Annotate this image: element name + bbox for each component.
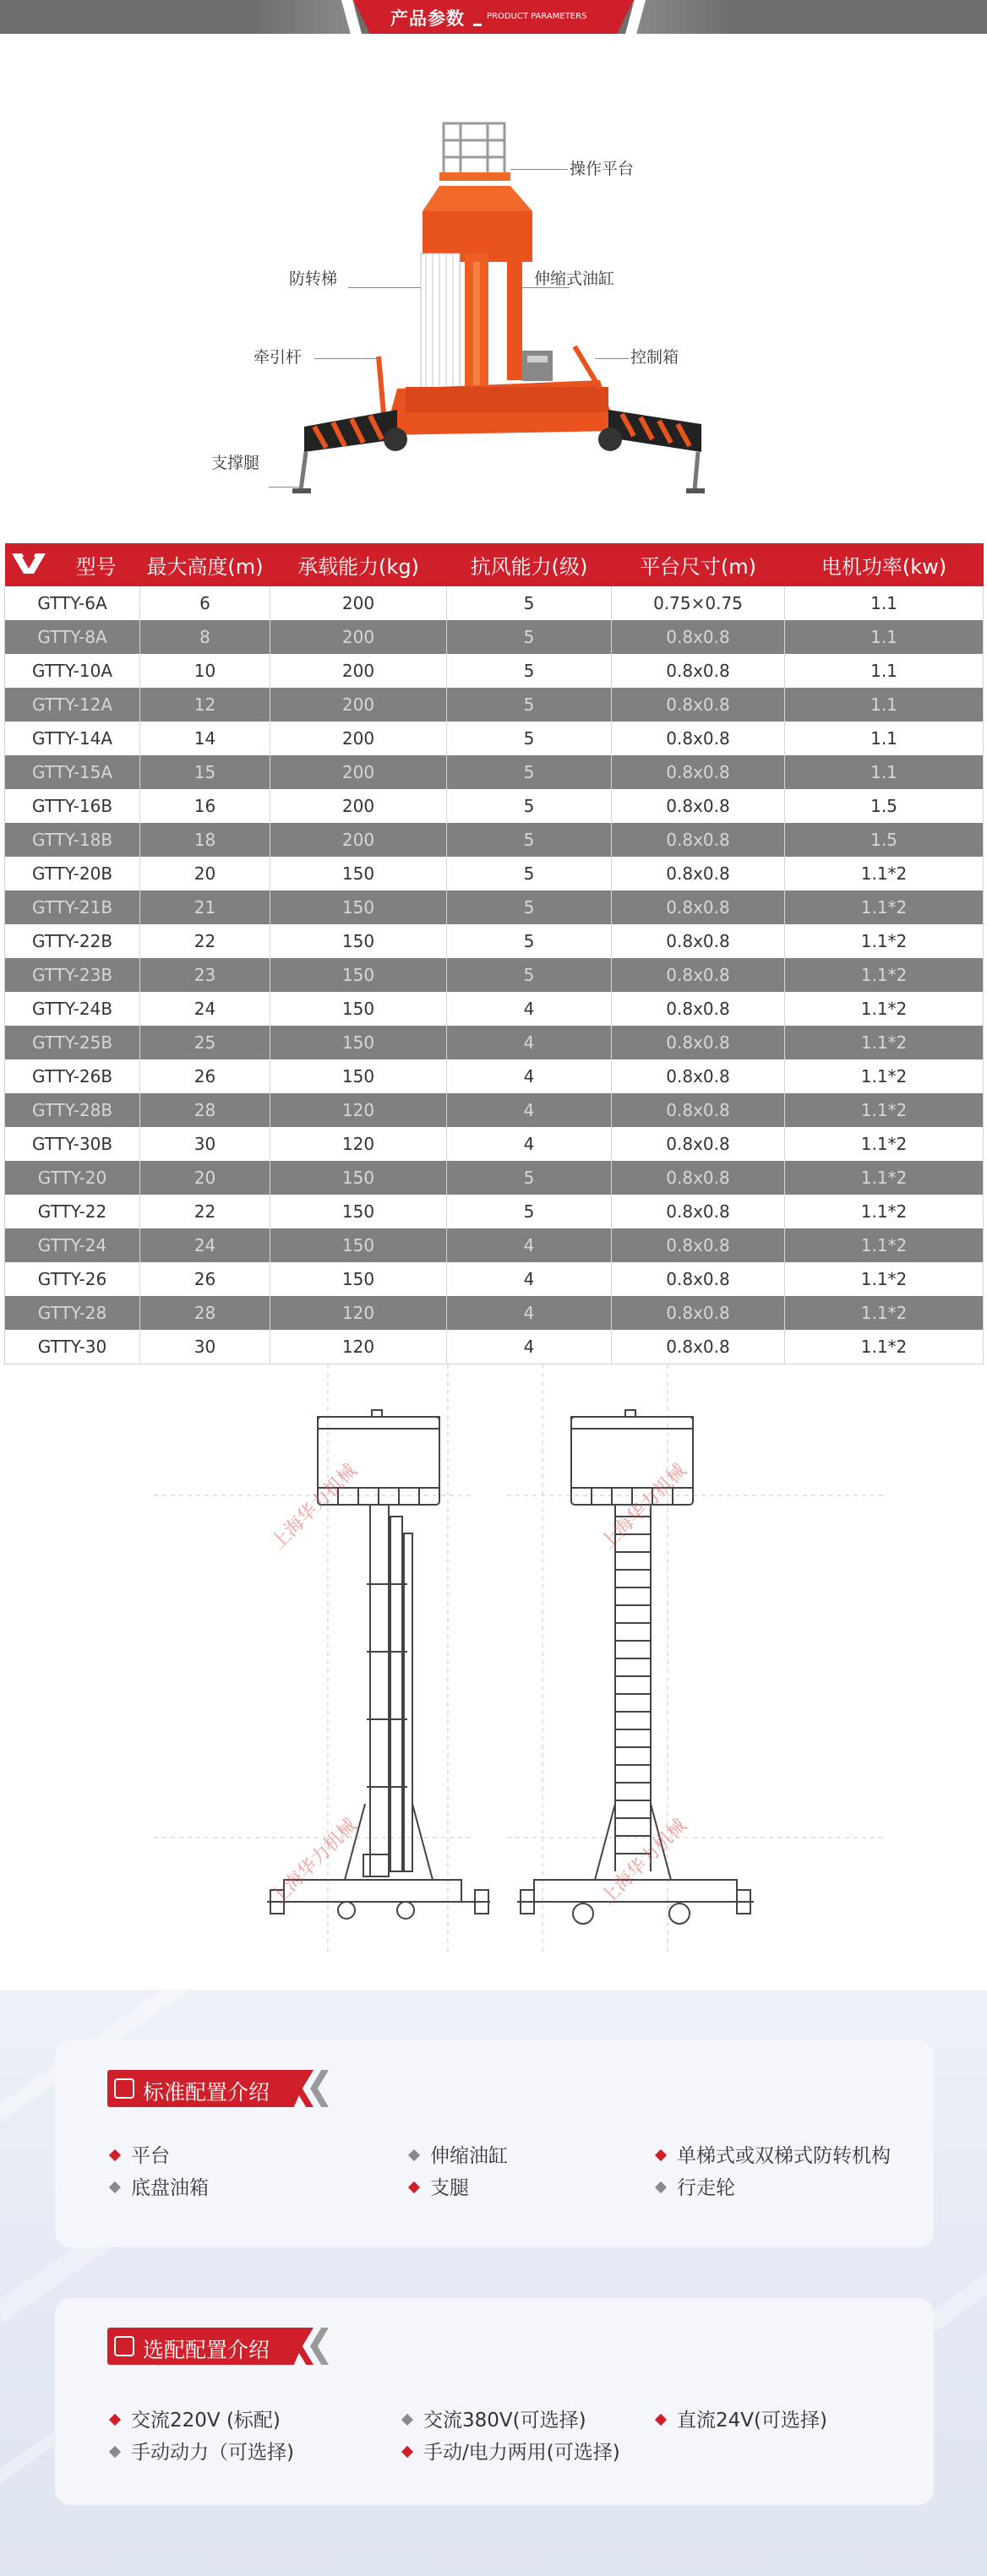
table-row <box>5 789 984 823</box>
cell-motor-power: 1.5 <box>785 823 984 857</box>
cell-wind-resistance: 4 <box>447 1296 612 1330</box>
cell-motor-power: 1.1*2 <box>785 1228 984 1262</box>
col-header-model: 型号 <box>52 543 140 586</box>
cell-platform-size: 0.8x0.8 <box>612 1296 785 1330</box>
cell-model: GTTY-22B <box>5 924 140 958</box>
cell-load-capacity: 150 <box>270 924 447 958</box>
cell-platform-size: 0.8x0.8 <box>612 620 785 654</box>
cell-max-height: 22 <box>140 924 270 958</box>
table-row <box>5 924 984 958</box>
cell-load-capacity: 200 <box>270 789 447 823</box>
table-row <box>5 586 984 620</box>
cell-motor-power: 1.1*2 <box>785 1026 984 1059</box>
table-row <box>5 1026 984 1059</box>
cell-wind-resistance: 5 <box>447 857 612 890</box>
cell-load-capacity: 150 <box>270 1228 447 1262</box>
table-row <box>5 620 984 654</box>
table-row <box>5 890 984 924</box>
col-header-wind-resistance: 抗风能力(级) <box>447 543 612 586</box>
feature-item: 行走轮 <box>657 2172 735 2200</box>
cell-motor-power: 1.1*2 <box>785 1195 984 1228</box>
cell-model: GTTY-6A <box>5 586 140 620</box>
cell-model: GTTY-23B <box>5 958 140 992</box>
table-row <box>5 1296 984 1330</box>
cell-wind-resistance: 4 <box>447 1330 612 1364</box>
watermark-3: 上海华力机械 <box>267 1815 362 1909</box>
cell-wind-resistance: 5 <box>447 1161 612 1195</box>
cell-wind-resistance: 5 <box>447 722 612 755</box>
cell-max-height: 30 <box>140 1330 270 1364</box>
table-row <box>5 1262 984 1296</box>
page-title: 产品参数 <box>390 8 465 29</box>
cell-platform-size: 0.8x0.8 <box>612 1093 785 1127</box>
optional-config-card <box>55 2298 934 2505</box>
bullet-icon <box>401 2446 413 2458</box>
cell-motor-power: 1.1*2 <box>785 1059 984 1093</box>
cell-motor-power: 1.1*2 <box>785 1330 984 1364</box>
cell-max-height: 10 <box>140 654 270 688</box>
bullet-icon <box>408 2149 420 2161</box>
option-item: 交流380V(可选择) <box>403 2404 586 2432</box>
cell-load-capacity: 200 <box>270 722 447 755</box>
cell-platform-size: 0.8x0.8 <box>612 1195 785 1228</box>
cell-max-height: 28 <box>140 1296 270 1330</box>
cell-max-height: 25 <box>140 1026 270 1059</box>
aerial-platform-image <box>0 93 987 515</box>
standard-config-title: 标准配置介绍 <box>143 2080 270 2105</box>
cell-load-capacity: 200 <box>270 586 447 620</box>
cell-max-height: 24 <box>140 1228 270 1262</box>
cell-motor-power: 1.1 <box>785 620 984 654</box>
cell-load-capacity: 200 <box>270 688 447 722</box>
cell-model: GTTY-28B <box>5 1093 140 1127</box>
feature-item: 平台 <box>111 2140 170 2168</box>
cell-platform-size: 0.8x0.8 <box>612 722 785 755</box>
cell-wind-resistance: 4 <box>447 1127 612 1161</box>
cell-model: GTTY-21B <box>5 890 140 924</box>
cell-motor-power: 1.1 <box>785 688 984 722</box>
cell-motor-power: 1.1*2 <box>785 857 984 890</box>
cell-load-capacity: 120 <box>270 1330 447 1364</box>
table-row <box>5 654 984 688</box>
gear-doc-icon <box>114 2336 134 2356</box>
cell-load-capacity: 150 <box>270 1059 447 1093</box>
cell-model: GTTY-20 <box>5 1161 140 1195</box>
cell-model: GTTY-26B <box>5 1059 140 1093</box>
cell-model: GTTY-30B <box>5 1127 140 1161</box>
optional-config-title: 选配配置介绍 <box>143 2338 270 2362</box>
cell-max-height: 21 <box>140 890 270 924</box>
watermark-2: 上海华力机械 <box>597 1460 691 1555</box>
table-row <box>5 1093 984 1127</box>
cell-max-height: 24 <box>140 992 270 1026</box>
cell-platform-size: 0.8x0.8 <box>612 890 785 924</box>
cell-wind-resistance: 5 <box>447 1195 612 1228</box>
cell-platform-size: 0.8x0.8 <box>612 755 785 789</box>
chevron-grey-icon <box>310 2328 329 2365</box>
table-row <box>5 958 984 992</box>
cell-model: GTTY-15A <box>5 755 140 789</box>
callout-platform: 操作平台 <box>570 160 635 178</box>
cell-model: GTTY-18B <box>5 823 140 857</box>
cell-platform-size: 0.8x0.8 <box>612 1330 785 1364</box>
cell-load-capacity: 150 <box>270 1262 447 1296</box>
col-header-max-height: 最大高度(m) <box>140 543 270 586</box>
table-row <box>5 688 984 722</box>
cell-load-capacity: 150 <box>270 1026 447 1059</box>
cell-platform-size: 0.8x0.8 <box>612 1262 785 1296</box>
table-row <box>5 1161 984 1195</box>
cell-load-capacity: 120 <box>270 1093 447 1127</box>
cell-wind-resistance: 4 <box>447 992 612 1026</box>
cell-model: GTTY-22 <box>5 1195 140 1228</box>
cell-model: GTTY-25B <box>5 1026 140 1059</box>
table-row <box>5 992 984 1026</box>
cell-model: GTTY-12A <box>5 688 140 722</box>
brand-logo-cell <box>5 543 52 586</box>
table-row <box>5 823 984 857</box>
cell-load-capacity: 150 <box>270 992 447 1026</box>
cell-max-height: 23 <box>140 958 270 992</box>
cell-wind-resistance: 5 <box>447 890 612 924</box>
feature-item: 伸缩油缸 <box>410 2140 508 2168</box>
option-item: 手动动力（可选择) <box>111 2437 294 2464</box>
cell-motor-power: 1.1 <box>785 586 984 620</box>
leader-platform <box>510 169 568 170</box>
cell-motor-power: 1.1*2 <box>785 1127 984 1161</box>
cell-motor-power: 1.1 <box>785 722 984 755</box>
feature-item: 支腿 <box>410 2172 469 2200</box>
leader-anti-rotation <box>348 287 421 288</box>
cell-platform-size: 0.8x0.8 <box>612 1161 785 1195</box>
cell-wind-resistance: 5 <box>447 958 612 992</box>
machine-illustration <box>0 93 987 515</box>
table-row <box>5 1195 984 1228</box>
cell-load-capacity: 150 <box>270 1161 447 1195</box>
header-shade-left <box>254 0 355 34</box>
bullet-icon <box>109 2414 121 2426</box>
cell-max-height: 22 <box>140 1195 270 1228</box>
cell-platform-size: 0.8x0.8 <box>612 992 785 1026</box>
cell-max-height: 30 <box>140 1127 270 1161</box>
cell-wind-resistance: 4 <box>447 1228 612 1262</box>
callout-tow-bar: 牵引杆 <box>254 348 303 367</box>
bullet-icon <box>109 2149 121 2161</box>
leader-control-box <box>595 358 629 359</box>
callout-telescopic-cylinder: 伸缩式油缸 <box>534 270 615 288</box>
table-row <box>5 857 984 890</box>
cell-wind-resistance: 5 <box>447 688 612 722</box>
cell-wind-resistance: 5 <box>447 823 612 857</box>
bullet-icon <box>408 2181 420 2193</box>
cell-platform-size: 0.8x0.8 <box>612 1127 785 1161</box>
cell-model: GTTY-26 <box>5 1262 140 1296</box>
cell-load-capacity: 200 <box>270 755 447 789</box>
cell-load-capacity: 120 <box>270 1296 447 1330</box>
cell-max-height: 16 <box>140 789 270 823</box>
callout-outrigger: 支撑腿 <box>211 454 260 472</box>
spec-table <box>4 543 984 1364</box>
cell-motor-power: 1.1*2 <box>785 1296 984 1330</box>
table-row <box>5 1330 984 1364</box>
callout-control-box: 控制箱 <box>630 348 679 367</box>
cell-wind-resistance: 4 <box>447 1026 612 1059</box>
cell-platform-size: 0.8x0.8 <box>612 958 785 992</box>
cell-max-height: 12 <box>140 688 270 722</box>
bullet-icon <box>655 2414 667 2426</box>
cell-max-height: 26 <box>140 1059 270 1093</box>
cell-platform-size: 0.8x0.8 <box>612 924 785 958</box>
cell-platform-size: 0.8x0.8 <box>612 823 785 857</box>
cell-max-height: 28 <box>140 1093 270 1127</box>
cell-platform-size: 0.75×0.75 <box>612 586 785 620</box>
dimension-schematic <box>0 1364 987 1956</box>
col-header-platform-size: 平台尺寸(m) <box>612 543 785 586</box>
title-dash <box>473 24 482 26</box>
cell-platform-size: 0.8x0.8 <box>612 1059 785 1093</box>
bullet-icon <box>401 2414 413 2426</box>
table-row <box>5 1059 984 1093</box>
cell-max-height: 15 <box>140 755 270 789</box>
schematic-drawing <box>0 1364 987 1956</box>
standard-config-card <box>55 2040 934 2247</box>
cell-wind-resistance: 5 <box>447 620 612 654</box>
cell-motor-power: 1.1*2 <box>785 890 984 924</box>
cell-wind-resistance: 5 <box>447 789 612 823</box>
header-shade-right <box>632 0 733 34</box>
option-item: 交流220V (标配) <box>111 2404 281 2432</box>
table-body <box>5 586 984 1364</box>
cell-motor-power: 1.1*2 <box>785 1262 984 1296</box>
gear-doc-icon <box>114 2078 134 2099</box>
watermark-4: 上海华力机械 <box>597 1815 691 1909</box>
cell-load-capacity: 200 <box>270 620 447 654</box>
cell-platform-size: 0.8x0.8 <box>612 789 785 823</box>
cell-wind-resistance: 5 <box>447 924 612 958</box>
cell-load-capacity: 150 <box>270 857 447 890</box>
chevron-grey-icon <box>310 2070 329 2107</box>
bullet-icon <box>109 2181 121 2193</box>
cell-model: GTTY-20B <box>5 857 140 890</box>
cell-load-capacity: 120 <box>270 1127 447 1161</box>
cell-platform-size: 0.8x0.8 <box>612 654 785 688</box>
cell-load-capacity: 150 <box>270 890 447 924</box>
feature-item: 底盘油箱 <box>111 2172 209 2200</box>
cell-model: GTTY-28 <box>5 1296 140 1330</box>
cell-max-height: 20 <box>140 1161 270 1195</box>
cell-platform-size: 0.8x0.8 <box>612 1228 785 1262</box>
cell-max-height: 18 <box>140 823 270 857</box>
cell-wind-resistance: 4 <box>447 1059 612 1093</box>
table-row <box>5 1228 984 1262</box>
cell-model: GTTY-10A <box>5 654 140 688</box>
cell-platform-size: 0.8x0.8 <box>612 857 785 890</box>
option-item: 手动/电力两用(可选择) <box>403 2437 620 2464</box>
feature-item: 单梯式或双梯式防转机构 <box>657 2140 891 2168</box>
table-row <box>5 722 984 755</box>
cell-model: GTTY-14A <box>5 722 140 755</box>
cell-wind-resistance: 5 <box>447 586 612 620</box>
cell-wind-resistance: 4 <box>447 1262 612 1296</box>
cell-platform-size: 0.8x0.8 <box>612 688 785 722</box>
cell-load-capacity: 150 <box>270 1195 447 1228</box>
bullet-icon <box>655 2181 667 2193</box>
cell-load-capacity: 200 <box>270 823 447 857</box>
cell-model: GTTY-16B <box>5 789 140 823</box>
bullet-icon <box>655 2149 667 2161</box>
cell-motor-power: 1.1*2 <box>785 992 984 1026</box>
cell-platform-size: 0.8x0.8 <box>612 1026 785 1059</box>
cell-model: GTTY-30 <box>5 1330 140 1364</box>
page-subtitle: PRODUCT PARAMETERS <box>487 12 587 21</box>
cell-motor-power: 1.1*2 <box>785 924 984 958</box>
cell-max-height: 8 <box>140 620 270 654</box>
option-item: 直流24V(可选择) <box>657 2404 827 2432</box>
cell-load-capacity: 200 <box>270 654 447 688</box>
cell-load-capacity: 150 <box>270 958 447 992</box>
cell-max-height: 14 <box>140 722 270 755</box>
watermark-1: 上海华力机械 <box>267 1460 362 1555</box>
bullet-icon <box>109 2446 121 2458</box>
cell-motor-power: 1.1*2 <box>785 1161 984 1195</box>
cell-wind-resistance: 5 <box>447 755 612 789</box>
cell-motor-power: 1.1*2 <box>785 958 984 992</box>
col-header-load-capacity: 承载能力(kg) <box>270 543 447 586</box>
brand-logo-icon <box>10 550 47 575</box>
cell-model: GTTY-24B <box>5 992 140 1026</box>
leader-tow-bar <box>314 358 379 359</box>
cell-max-height: 6 <box>140 586 270 620</box>
cell-model: GTTY-24 <box>5 1228 140 1262</box>
col-header-motor-power: 电机功率(kw) <box>785 543 984 586</box>
cell-motor-power: 1.1 <box>785 755 984 789</box>
callout-anti-rotation-ladder: 防转梯 <box>289 270 338 288</box>
cell-wind-resistance: 5 <box>447 654 612 688</box>
cell-wind-resistance: 4 <box>447 1093 612 1127</box>
cell-motor-power: 1.1*2 <box>785 1093 984 1127</box>
cell-motor-power: 1.1 <box>785 654 984 688</box>
cell-model: GTTY-8A <box>5 620 140 654</box>
table-row <box>5 755 984 789</box>
table-row <box>5 1127 984 1161</box>
cell-max-height: 20 <box>140 857 270 890</box>
table-header-row <box>5 543 984 586</box>
cell-max-height: 26 <box>140 1262 270 1296</box>
cell-motor-power: 1.5 <box>785 789 984 823</box>
header-bar <box>0 0 987 34</box>
